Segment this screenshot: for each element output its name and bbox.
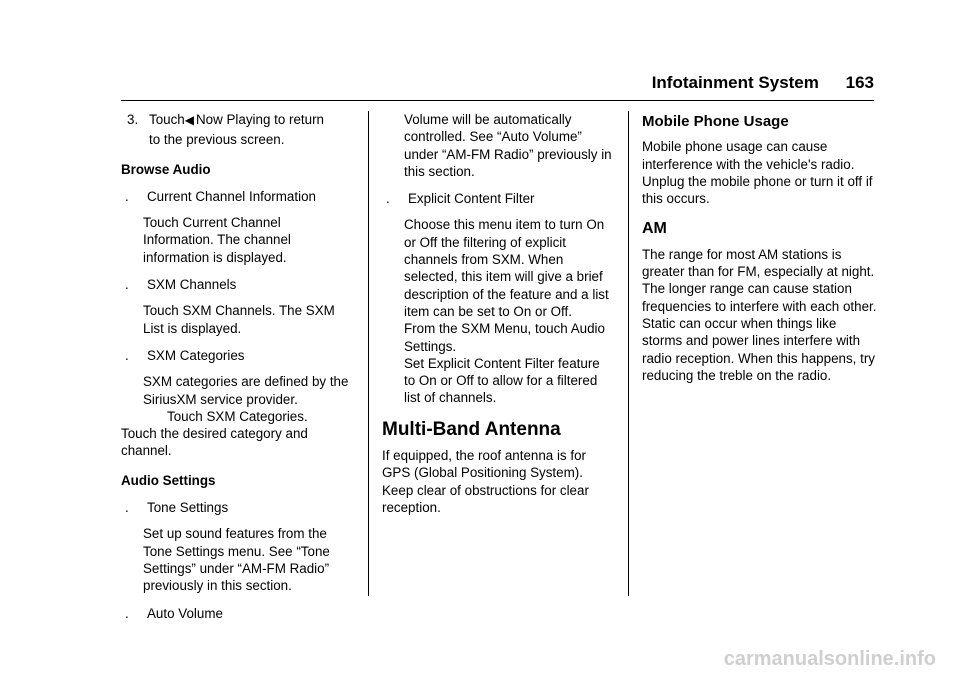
back-arrow-icon: ◀ <box>184 113 194 127</box>
column-2 <box>382 111 614 516</box>
sxm-categories-select: Touch the desired category and channel. <box>121 426 308 459</box>
tone-settings-text: Set up sound features from the Tone Settings menu. See “Tone Settings” under “AM-FM Radio” previously in this section. <box>143 526 330 594</box>
bullet-sxm-channels: SXM Channels <box>147 277 237 293</box>
explicit-filter-text: Choose this menu item to turn On or Off the filtering of explicit channels from SXM. When selected, this item will give a brief description of the feature and a list item can be set to On or Off. <box>404 217 609 319</box>
column-3 <box>642 111 878 384</box>
header-divider <box>121 100 874 101</box>
am-text: The range for most AM stations is greater than for FM, especially at night. The longer range can cause station frequencies to interfere with each other. Static can occur when things like storms and power lines interfere with radio reception. When this happens, try reducing the treble on the radio. <box>642 246 877 383</box>
browse-audio-heading: Browse Audio <box>121 161 211 177</box>
page-header <box>652 73 874 93</box>
list-item: . Auto Volume <box>125 605 223 621</box>
antenna-text: If equipped, the roof antenna is for GPS (Global Positioning System). Keep clear of obstructions for clear reception. <box>382 448 589 515</box>
phone-usage-text: Mobile phone usage can cause interference with the vehicle's radio. Unplug the mobile phone or turn it off if this occurs. <box>642 139 873 207</box>
phone-usage-heading: Mobile Phone Usage <box>642 113 789 130</box>
current-channel-text: Touch Current Channel Information. The channel information is displayed. <box>143 215 291 265</box>
column-divider-1 <box>368 111 369 596</box>
list-item: . Explicit Content Filter <box>386 191 535 207</box>
list-item: . SXM Categories <box>125 347 245 363</box>
step-continuation: to the previous screen. <box>149 132 285 148</box>
bullet-current-channel: Current Channel Information <box>147 188 316 204</box>
list-item: . Current Channel Information <box>125 188 316 204</box>
bullet-auto-volume: Auto Volume <box>147 605 223 621</box>
column-divider-2 <box>628 111 629 596</box>
step-number: 3. <box>127 112 139 127</box>
sxm-categories-touch: Touch SXM Categories. <box>167 408 308 424</box>
list-item: . Tone Settings <box>125 500 229 516</box>
sxm-categories-text: SXM categories are defined by the SiriusXM service provider. <box>143 374 349 407</box>
am-heading: AM <box>642 220 667 238</box>
column-1 <box>121 111 353 622</box>
page-number: 163 <box>845 73 874 92</box>
explicit-filter-menu: From the SXM Menu, touch Audio Settings. <box>404 321 605 354</box>
step-text-prefix: Touch <box>149 112 185 127</box>
bullet-tone-settings: Tone Settings <box>147 500 229 516</box>
sxm-channels-text: Touch SXM Channels. The SXM List is displayed. <box>143 303 335 336</box>
auto-volume-text: Volume will be automatically controlled. See “Auto Volume” under “AM-FM Radio” previously in this section. <box>404 112 612 179</box>
explicit-filter-set: Set Explicit Content Filter feature to On or Off to allow for a filtered list of channels. <box>404 355 600 406</box>
audio-settings-heading: Audio Settings <box>121 472 216 488</box>
antenna-heading: Multi-Band Antenna <box>382 418 561 440</box>
step-3 <box>121 111 353 129</box>
bullet-explicit-filter: Explicit Content Filter <box>408 191 535 207</box>
watermark: carmanualsonline.info <box>723 648 936 670</box>
step-text-rest: Now Playing to return <box>195 112 324 127</box>
bullet-sxm-categories: SXM Categories <box>147 347 245 363</box>
list-item: . SXM Channels <box>125 277 237 293</box>
section-title: Infotainment System <box>651 73 819 92</box>
